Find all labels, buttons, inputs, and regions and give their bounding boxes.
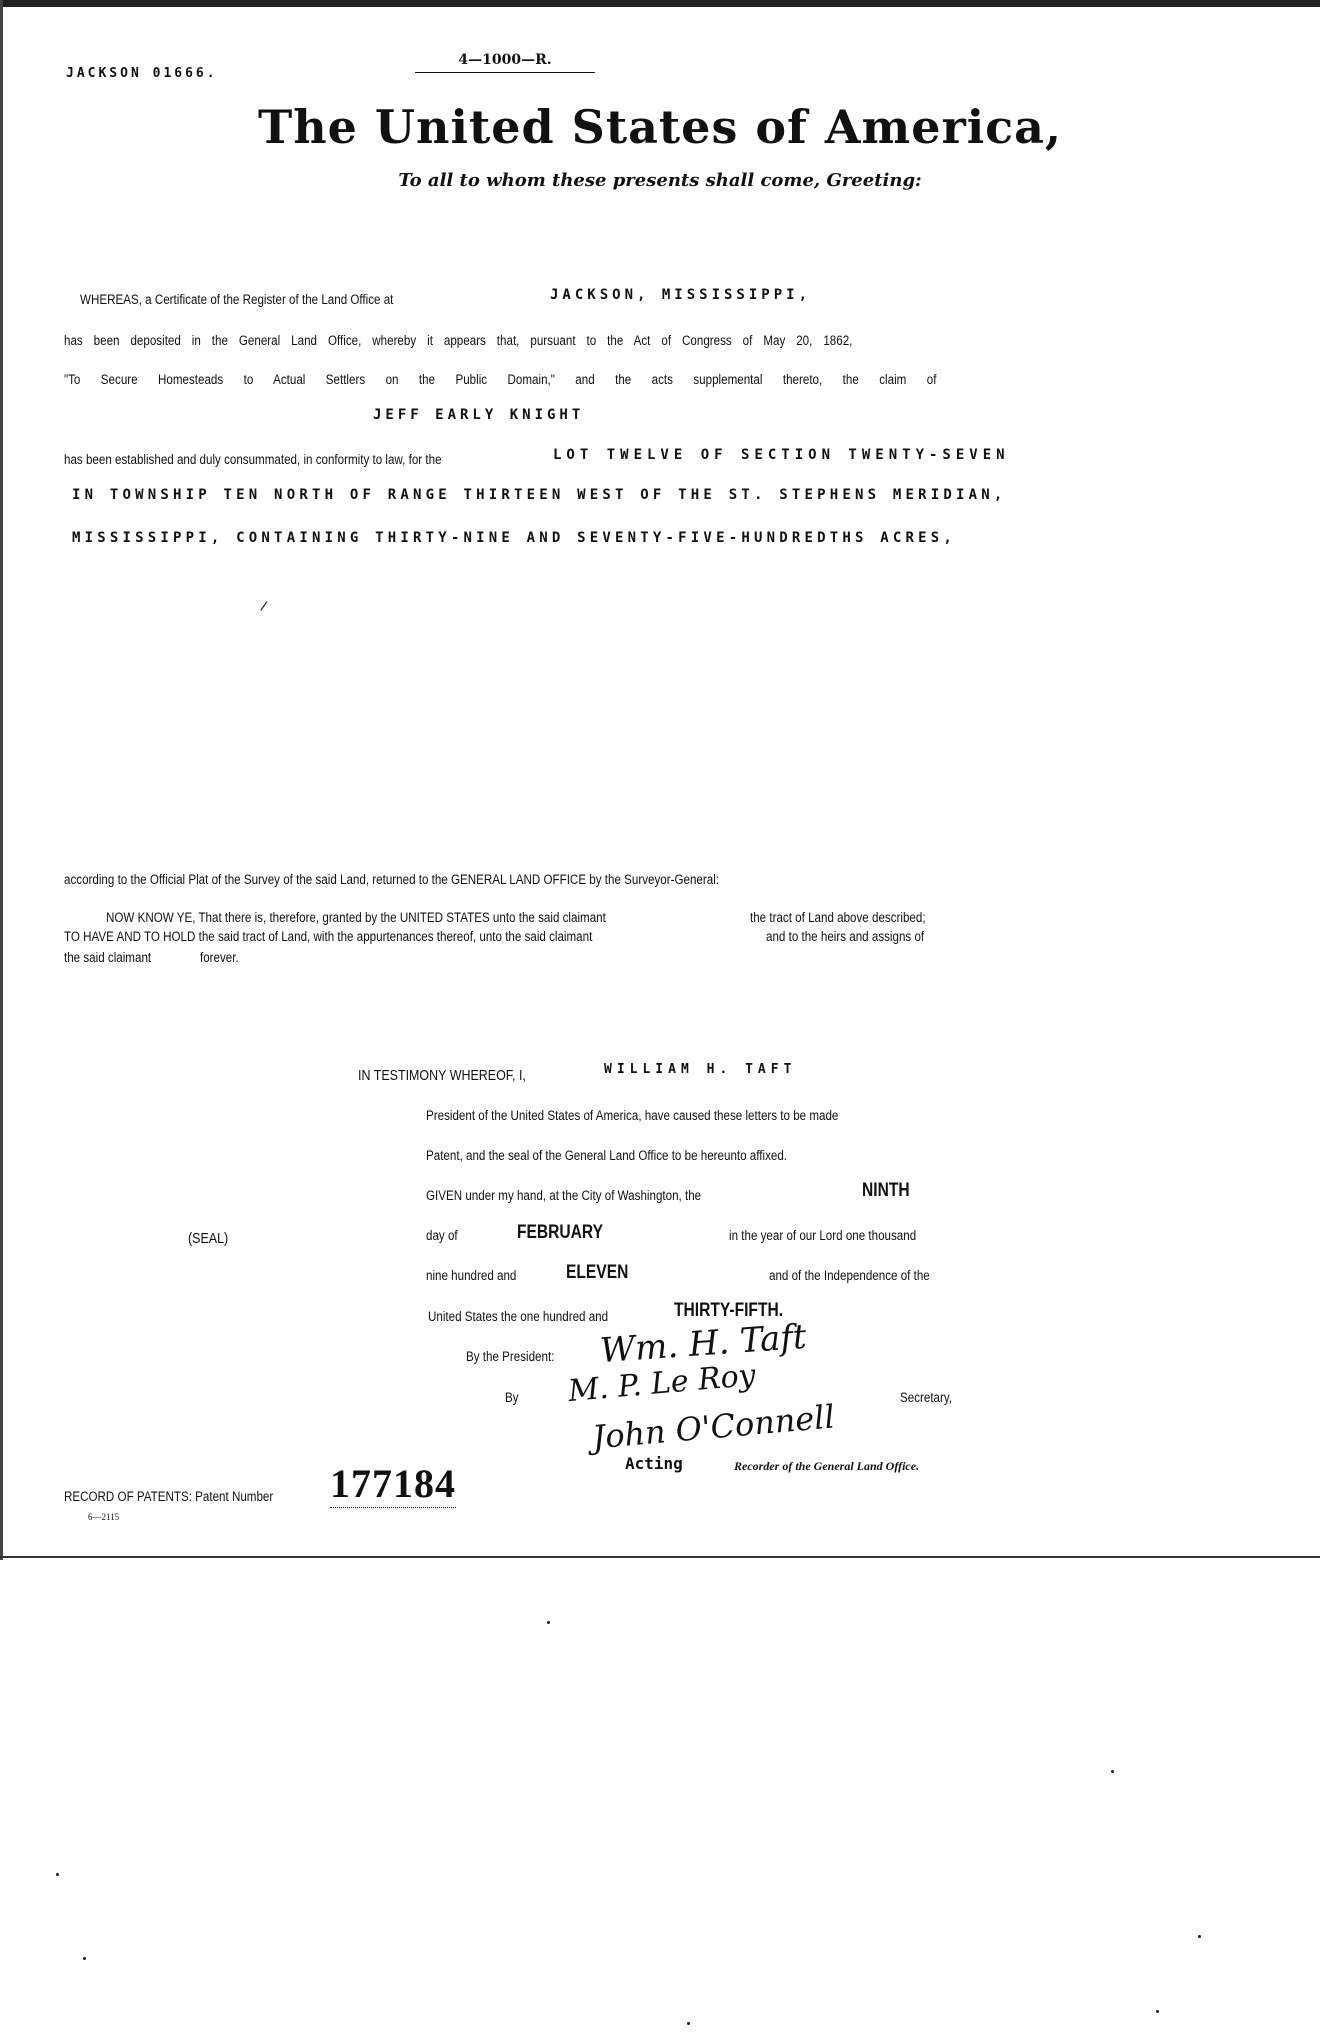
president-typed-name: WILLIAM H. TAFT xyxy=(604,1062,797,1077)
record-label: RECORD OF PATENTS: Patent Number xyxy=(64,1489,274,1504)
plat-line: according to the Official Plat of the Survey of the said Land, returned to the GENERAL LAND OFFICE by the Surveyor-General: xyxy=(64,872,719,887)
year-value: ELEVEN xyxy=(566,1262,629,1283)
by-president-label: By the President: xyxy=(466,1349,555,1364)
greeting: To all to whom these presents shall come, Greeting: xyxy=(398,170,922,191)
land-description-line-2: MISSISSIPPI, CONTAINING THIRTY-NINE AND SEVENTY-FIVE-HUNDREDTHS ACRES, xyxy=(72,530,957,546)
homestead-act-line: "To Secure Homesteads to Actual Settlers on the Public Domain," and the acts supplemental thereto, the claim of xyxy=(64,372,937,387)
patent-number: 177184 xyxy=(330,1461,456,1506)
grant-line-3b: forever. xyxy=(200,950,239,965)
deposit-line xyxy=(64,333,1025,348)
grant-line-1a: NOW KNOW YE, That there is, therefore, granted by the UNITED STATES unto the said claimant xyxy=(106,910,606,925)
grant-line-2b: and to the heirs and assigns of xyxy=(766,929,925,944)
scan-speck xyxy=(547,1621,550,1624)
independence-label: and of the Independence of the xyxy=(769,1268,930,1283)
secretary-signature: M. P. Le Roy xyxy=(566,1357,757,1410)
us-line: United States the one hundred and xyxy=(428,1309,609,1324)
month-value: FEBRUARY xyxy=(517,1222,603,1243)
established-line: has been established and duly consummated, in conformity to law, for the xyxy=(64,452,442,467)
day-of-label: day of xyxy=(426,1228,458,1243)
independence-year-value: THIRTY-FIFTH. xyxy=(674,1300,784,1321)
seal-label: (SEAL) xyxy=(188,1231,229,1247)
by-label: By xyxy=(505,1390,519,1405)
scan-speck xyxy=(687,2022,690,2025)
page-border-top xyxy=(0,0,1320,7)
grant-line-3a: the said claimant xyxy=(64,950,152,965)
scan-speck xyxy=(1156,2010,1159,2013)
testimony-line-2: Patent, and the seal of the General Land Office to be hereunto affixed. xyxy=(426,1148,788,1163)
testimony-lead: IN TESTIMONY WHEREOF, I, xyxy=(358,1068,526,1084)
scan-speck xyxy=(1198,1935,1201,1938)
grant-line-2a: TO HAVE AND TO HOLD the said tract of Land, with the appurtenances thereof, unto the said claimant xyxy=(64,929,593,944)
page-border-bottom xyxy=(0,1556,1320,1558)
given-line: GIVEN under my hand, at the City of Washington, the xyxy=(426,1188,702,1203)
whereas-line: WHEREAS, a Certificate of the Register of the Land Office at xyxy=(80,292,394,307)
recorder-title: Recorder of the General Land Office. xyxy=(734,1459,920,1473)
grant-line-1b: the tract of Land above described; xyxy=(750,910,926,925)
land-description-line-1: IN TOWNSHIP TEN NORTH OF RANGE THIRTEEN WEST OF THE ST. STEPHENS MERIDIAN, xyxy=(72,487,1007,503)
page-border-left xyxy=(0,0,3,1560)
document-title: The United States of America, xyxy=(257,100,1063,154)
lot-description: LOT TWELVE OF SECTION TWENTY-SEVEN xyxy=(553,447,1010,463)
acting-label: Acting xyxy=(625,1454,683,1473)
form-number: 6—2115 xyxy=(88,1512,120,1522)
secretary-label: Secretary, xyxy=(900,1390,953,1405)
year-lead: in the year of our Lord one thousand xyxy=(729,1228,917,1243)
form-code: 4—1000—R. xyxy=(415,52,595,73)
file-number: JACKSON 01666. xyxy=(66,66,218,81)
claimant-name: JEFF EARLY KNIGHT xyxy=(373,407,585,423)
testimony-line-1: President of the United States of America, have caused these letters to be made xyxy=(426,1108,839,1123)
land-office-location: JACKSON, MISSISSIPPI, xyxy=(550,287,812,303)
recorder-signature: John O'Connell xyxy=(590,1397,837,1457)
scan-speck xyxy=(1111,1770,1114,1773)
scan-speck xyxy=(56,1873,59,1876)
nine-hundred-label: nine hundred and xyxy=(426,1268,517,1283)
deposit-text: has been deposited in the General Land Office, whereby it appears that, pursuant to the Act of Congress of May 20, 1862, xyxy=(64,333,853,348)
scan-speck xyxy=(83,1957,86,1960)
stray-mark: / xyxy=(259,597,269,615)
day-value: NINTH xyxy=(862,1180,910,1201)
president-signature: Wm. H. Taft xyxy=(598,1316,808,1372)
